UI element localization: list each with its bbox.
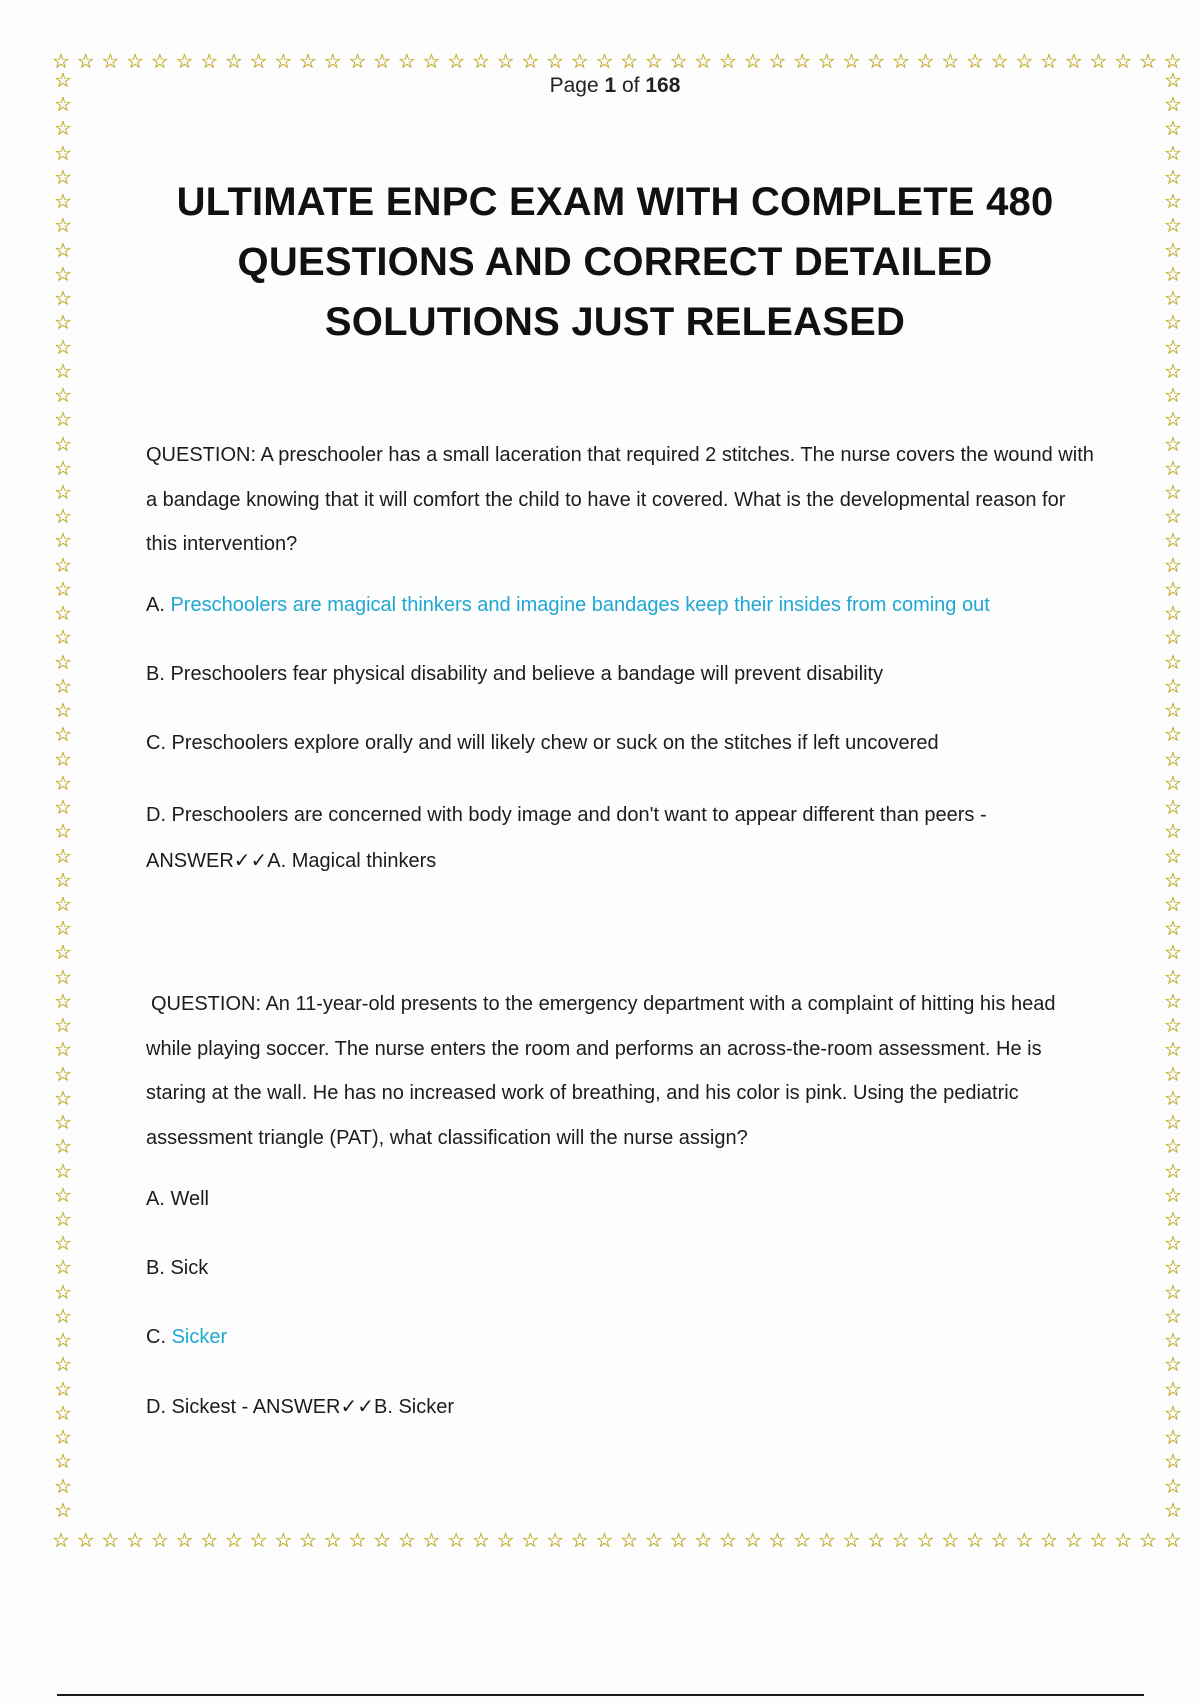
star-icon: ☆ xyxy=(1163,1528,1182,1552)
star-icon: ☆ xyxy=(1164,843,1182,868)
border-top-stars xyxy=(52,48,1182,74)
star-icon: ☆ xyxy=(1164,1376,1182,1401)
star-icon: ☆ xyxy=(54,1110,72,1135)
star-icon: ☆ xyxy=(1164,407,1182,432)
star-icon: ☆ xyxy=(1164,1231,1182,1256)
star-icon: ☆ xyxy=(54,1473,72,1498)
answer-option-d: D. Sickest - ANSWER✓✓B. Sicker xyxy=(146,1396,455,1418)
star-icon: ☆ xyxy=(669,1528,688,1552)
star-icon: ☆ xyxy=(1164,1158,1182,1183)
star-icon: ☆ xyxy=(101,49,120,73)
star-icon: ☆ xyxy=(891,49,910,73)
star-icon: ☆ xyxy=(422,49,441,73)
star-icon: ☆ xyxy=(1164,1328,1182,1353)
star-icon: ☆ xyxy=(76,49,95,73)
star-icon: ☆ xyxy=(842,49,861,73)
star-icon: ☆ xyxy=(54,625,72,650)
question-block-2 xyxy=(146,982,1101,1421)
star-icon: ☆ xyxy=(1040,1528,1059,1552)
star-icon: ☆ xyxy=(1164,1400,1182,1425)
star-icon: ☆ xyxy=(54,601,72,626)
star-icon: ☆ xyxy=(1064,49,1083,73)
star-icon: ☆ xyxy=(1015,1528,1034,1552)
star-icon: ☆ xyxy=(54,1061,72,1086)
star-icon: ☆ xyxy=(54,310,72,335)
star-icon: ☆ xyxy=(1164,334,1182,359)
star-icon: ☆ xyxy=(54,1013,72,1038)
star-icon: ☆ xyxy=(1164,867,1182,892)
question-text: QUESTION: A preschooler has a small laceration that required 2 stitches. The nurse covers the wound with a bandage knowing that it will comfort the child to have it covered. What is the developmental reason for this intervention? xyxy=(146,444,1094,555)
star-icon: ☆ xyxy=(1163,49,1182,73)
star-icon: ☆ xyxy=(867,1528,886,1552)
star-icon: ☆ xyxy=(52,1528,70,1552)
star-icon: ☆ xyxy=(1164,795,1182,820)
star-icon: ☆ xyxy=(200,1528,219,1552)
star-icon: ☆ xyxy=(966,1528,984,1552)
star-icon: ☆ xyxy=(54,1303,72,1328)
star-icon: ☆ xyxy=(54,964,72,989)
star-icon: ☆ xyxy=(54,504,72,529)
star-icon: ☆ xyxy=(126,49,145,73)
star-icon: ☆ xyxy=(54,70,72,92)
star-icon: ☆ xyxy=(54,1449,72,1474)
star-icon: ☆ xyxy=(842,1528,861,1552)
star-icon: ☆ xyxy=(447,49,466,73)
star-icon: ☆ xyxy=(1164,698,1182,723)
star-icon: ☆ xyxy=(521,49,540,73)
page-label: Page xyxy=(549,74,599,97)
star-icon: ☆ xyxy=(274,49,293,73)
star-icon: ☆ xyxy=(373,49,392,73)
star-icon: ☆ xyxy=(817,49,836,73)
star-icon: ☆ xyxy=(54,722,72,747)
star-icon: ☆ xyxy=(52,49,70,73)
answer-option-b: B. Preschoolers fear physical disability and believe a bandage will prevent disability xyxy=(146,662,884,685)
star-icon: ☆ xyxy=(1114,1528,1133,1552)
star-icon: ☆ xyxy=(1164,1134,1182,1159)
star-icon: ☆ xyxy=(101,1528,120,1552)
star-icon: ☆ xyxy=(54,1231,72,1256)
star-icon: ☆ xyxy=(54,1182,72,1207)
star-icon: ☆ xyxy=(249,1528,268,1552)
star-icon: ☆ xyxy=(54,795,72,820)
star-icon: ☆ xyxy=(54,746,72,771)
star-icon: ☆ xyxy=(1138,1528,1157,1552)
star-icon: ☆ xyxy=(54,1255,72,1280)
border-right-stars xyxy=(1160,70,1186,1520)
star-icon: ☆ xyxy=(1164,601,1182,626)
star-icon: ☆ xyxy=(496,1528,515,1552)
star-icon: ☆ xyxy=(1164,504,1182,529)
page-number xyxy=(0,74,1200,98)
star-icon: ☆ xyxy=(54,673,72,698)
star-icon: ☆ xyxy=(966,49,984,73)
option-prefix: C. xyxy=(146,1326,172,1348)
star-icon: ☆ xyxy=(323,49,342,73)
star-icon: ☆ xyxy=(1164,116,1182,141)
star-icon: ☆ xyxy=(54,237,72,262)
star-icon: ☆ xyxy=(299,1528,317,1552)
star-icon: ☆ xyxy=(1164,1085,1182,1110)
star-icon: ☆ xyxy=(1164,455,1182,480)
star-icon: ☆ xyxy=(54,383,72,408)
star-icon: ☆ xyxy=(274,1528,293,1552)
star-icon: ☆ xyxy=(718,1528,737,1552)
star-icon: ☆ xyxy=(54,891,72,916)
star-icon: ☆ xyxy=(1164,237,1182,262)
border-bottom-stars xyxy=(52,1527,1182,1553)
star-icon: ☆ xyxy=(54,1207,72,1232)
star-icon: ☆ xyxy=(546,49,564,73)
star-icon: ☆ xyxy=(54,1400,72,1425)
star-icon: ☆ xyxy=(422,1528,441,1552)
question-text: QUESTION: An 11-year-old presents to the emergency department with a complaint of hitting his head while playing soccer. The nurse enters the room and performs an across-the-room assessment. He is staring at the wall. He has no increased work of breathing, and his color is pink. Using the pediatric assessment triangle (PAT), what classification will the nurse assign? xyxy=(146,993,1056,1149)
star-icon: ☆ xyxy=(521,1528,540,1552)
star-icon: ☆ xyxy=(175,49,194,73)
star-icon: ☆ xyxy=(1164,940,1182,965)
star-icon: ☆ xyxy=(54,189,72,214)
star-icon: ☆ xyxy=(496,49,515,73)
star-icon: ☆ xyxy=(1138,49,1157,73)
star-icon: ☆ xyxy=(54,116,72,141)
footer-divider xyxy=(57,1694,1144,1696)
star-icon: ☆ xyxy=(867,49,886,73)
star-icon: ☆ xyxy=(743,49,762,73)
star-icon: ☆ xyxy=(54,819,72,844)
star-icon: ☆ xyxy=(54,1037,72,1062)
star-icon: ☆ xyxy=(1164,673,1182,698)
star-icon: ☆ xyxy=(1164,552,1182,577)
star-icon: ☆ xyxy=(126,1528,145,1552)
star-icon: ☆ xyxy=(299,49,317,73)
answer-option-d: D. Preschoolers are concerned with body image and don't want to appear different than peers - ANSWER✓✓A. Magical thinkers xyxy=(146,803,987,872)
star-icon: ☆ xyxy=(1164,1207,1182,1232)
star-icon: ☆ xyxy=(1164,770,1182,795)
star-icon: ☆ xyxy=(1164,1061,1182,1086)
star-icon: ☆ xyxy=(1164,431,1182,456)
star-icon: ☆ xyxy=(224,49,243,73)
star-icon: ☆ xyxy=(54,916,72,941)
star-icon: ☆ xyxy=(1114,49,1133,73)
star-icon: ☆ xyxy=(1164,1110,1182,1135)
star-icon: ☆ xyxy=(743,1528,762,1552)
star-icon: ☆ xyxy=(54,1352,72,1377)
star-icon: ☆ xyxy=(620,49,639,73)
star-icon: ☆ xyxy=(644,49,663,73)
star-icon: ☆ xyxy=(54,1328,72,1353)
star-icon: ☆ xyxy=(76,1528,95,1552)
star-icon: ☆ xyxy=(397,49,416,73)
star-icon: ☆ xyxy=(1164,1037,1182,1062)
star-icon: ☆ xyxy=(1164,576,1182,601)
star-icon: ☆ xyxy=(150,1528,169,1552)
star-icon: ☆ xyxy=(54,1158,72,1183)
star-icon: ☆ xyxy=(249,49,268,73)
star-icon: ☆ xyxy=(54,1134,72,1159)
star-icon: ☆ xyxy=(1089,1528,1108,1552)
star-icon: ☆ xyxy=(1164,1473,1182,1498)
star-icon: ☆ xyxy=(54,576,72,601)
star-icon: ☆ xyxy=(1164,819,1182,844)
option-prefix: A. xyxy=(146,593,171,616)
star-icon: ☆ xyxy=(1015,49,1034,73)
page-of: of xyxy=(622,74,640,97)
star-icon: ☆ xyxy=(54,479,72,504)
answer-option-a xyxy=(146,591,1101,619)
star-icon: ☆ xyxy=(1164,1013,1182,1038)
star-icon: ☆ xyxy=(348,49,367,73)
star-icon: ☆ xyxy=(1040,49,1059,73)
star-icon: ☆ xyxy=(1164,286,1182,311)
star-icon: ☆ xyxy=(1164,358,1182,383)
star-icon: ☆ xyxy=(54,1376,72,1401)
star-icon: ☆ xyxy=(1164,988,1182,1013)
star-icon: ☆ xyxy=(570,49,589,73)
star-icon: ☆ xyxy=(1164,1497,1182,1520)
star-icon: ☆ xyxy=(990,1528,1009,1552)
star-icon: ☆ xyxy=(54,552,72,577)
star-icon: ☆ xyxy=(1064,1528,1083,1552)
star-icon: ☆ xyxy=(1164,479,1182,504)
star-icon: ☆ xyxy=(175,1528,194,1552)
star-icon: ☆ xyxy=(1164,1352,1182,1377)
star-icon: ☆ xyxy=(916,1528,935,1552)
star-icon: ☆ xyxy=(620,1528,639,1552)
star-icon: ☆ xyxy=(768,49,787,73)
star-icon: ☆ xyxy=(1164,92,1182,117)
star-icon: ☆ xyxy=(54,358,72,383)
page-current: 1 xyxy=(604,74,617,97)
star-icon: ☆ xyxy=(54,261,72,286)
star-icon: ☆ xyxy=(768,1528,787,1552)
star-icon: ☆ xyxy=(595,49,614,73)
star-icon: ☆ xyxy=(891,1528,910,1552)
answer-option-b: B. Sick xyxy=(146,1257,209,1279)
star-icon: ☆ xyxy=(1164,528,1182,553)
star-icon: ☆ xyxy=(150,49,169,73)
star-icon: ☆ xyxy=(224,1528,243,1552)
star-icon: ☆ xyxy=(54,528,72,553)
star-icon: ☆ xyxy=(1164,1425,1182,1450)
page-total: 168 xyxy=(645,74,681,97)
star-icon: ☆ xyxy=(1164,1303,1182,1328)
option-text-highlighted: Sicker xyxy=(171,1326,228,1348)
star-icon: ☆ xyxy=(1164,625,1182,650)
star-icon: ☆ xyxy=(54,1497,72,1520)
star-icon: ☆ xyxy=(54,1425,72,1450)
star-icon: ☆ xyxy=(694,49,713,73)
star-icon: ☆ xyxy=(1164,1255,1182,1280)
answer-option-a: A. Well xyxy=(146,1188,209,1210)
star-icon: ☆ xyxy=(793,49,812,73)
star-icon: ☆ xyxy=(817,1528,836,1552)
star-icon: ☆ xyxy=(471,49,490,73)
star-icon: ☆ xyxy=(1164,213,1182,238)
star-icon: ☆ xyxy=(1164,1279,1182,1304)
star-icon: ☆ xyxy=(1164,891,1182,916)
star-icon: ☆ xyxy=(54,455,72,480)
star-icon: ☆ xyxy=(1164,1449,1182,1474)
star-icon: ☆ xyxy=(54,92,72,117)
star-icon: ☆ xyxy=(1164,310,1182,335)
star-icon: ☆ xyxy=(54,431,72,456)
star-icon: ☆ xyxy=(1089,49,1108,73)
star-icon: ☆ xyxy=(54,213,72,238)
document-title: ULTIMATE ENPC EXAM WITH COMPLETE 480 QUESTIONS AND CORRECT DETAILED SOLUTIONS JUST RELEASED xyxy=(176,180,1054,344)
star-icon: ☆ xyxy=(54,843,72,868)
star-icon: ☆ xyxy=(1164,746,1182,771)
star-icon: ☆ xyxy=(546,1528,564,1552)
star-icon: ☆ xyxy=(54,140,72,165)
star-icon: ☆ xyxy=(471,1528,490,1552)
answer-option-c: C. Preschoolers explore orally and will likely chew or suck on the stitches if left uncovered xyxy=(146,731,939,754)
star-icon: ☆ xyxy=(447,1528,466,1552)
star-icon: ☆ xyxy=(200,49,219,73)
star-icon: ☆ xyxy=(54,164,72,189)
star-icon: ☆ xyxy=(54,649,72,674)
star-icon: ☆ xyxy=(718,49,737,73)
star-icon: ☆ xyxy=(793,1528,812,1552)
star-icon: ☆ xyxy=(990,49,1009,73)
star-icon: ☆ xyxy=(941,49,960,73)
star-icon: ☆ xyxy=(1164,722,1182,747)
border-left-stars xyxy=(50,70,76,1520)
star-icon: ☆ xyxy=(916,49,935,73)
option-text-highlighted: Preschoolers are magical thinkers and imagine bandages keep their insides from coming out xyxy=(170,593,990,616)
star-icon: ☆ xyxy=(1164,916,1182,941)
answer-option-c xyxy=(146,1323,1101,1351)
star-icon: ☆ xyxy=(570,1528,589,1552)
star-icon: ☆ xyxy=(54,1279,72,1304)
star-icon: ☆ xyxy=(54,1085,72,1110)
star-icon: ☆ xyxy=(54,286,72,311)
question-block-1 xyxy=(146,433,1101,884)
star-icon: ☆ xyxy=(1164,140,1182,165)
star-icon: ☆ xyxy=(1164,649,1182,674)
star-icon: ☆ xyxy=(1164,261,1182,286)
star-icon: ☆ xyxy=(397,1528,416,1552)
star-icon: ☆ xyxy=(323,1528,342,1552)
star-icon: ☆ xyxy=(669,49,688,73)
star-icon: ☆ xyxy=(54,988,72,1013)
star-icon: ☆ xyxy=(54,334,72,359)
star-icon: ☆ xyxy=(54,867,72,892)
star-icon: ☆ xyxy=(54,770,72,795)
star-icon: ☆ xyxy=(1164,964,1182,989)
star-icon: ☆ xyxy=(54,698,72,723)
star-icon: ☆ xyxy=(348,1528,367,1552)
star-icon: ☆ xyxy=(595,1528,614,1552)
star-icon: ☆ xyxy=(694,1528,713,1552)
star-icon: ☆ xyxy=(54,407,72,432)
star-icon: ☆ xyxy=(1164,164,1182,189)
star-icon: ☆ xyxy=(1164,383,1182,408)
star-icon: ☆ xyxy=(1164,189,1182,214)
star-icon: ☆ xyxy=(1164,1182,1182,1207)
star-icon: ☆ xyxy=(644,1528,663,1552)
star-icon: ☆ xyxy=(373,1528,392,1552)
star-icon: ☆ xyxy=(1164,70,1182,92)
star-icon: ☆ xyxy=(941,1528,960,1552)
star-icon: ☆ xyxy=(54,940,72,965)
